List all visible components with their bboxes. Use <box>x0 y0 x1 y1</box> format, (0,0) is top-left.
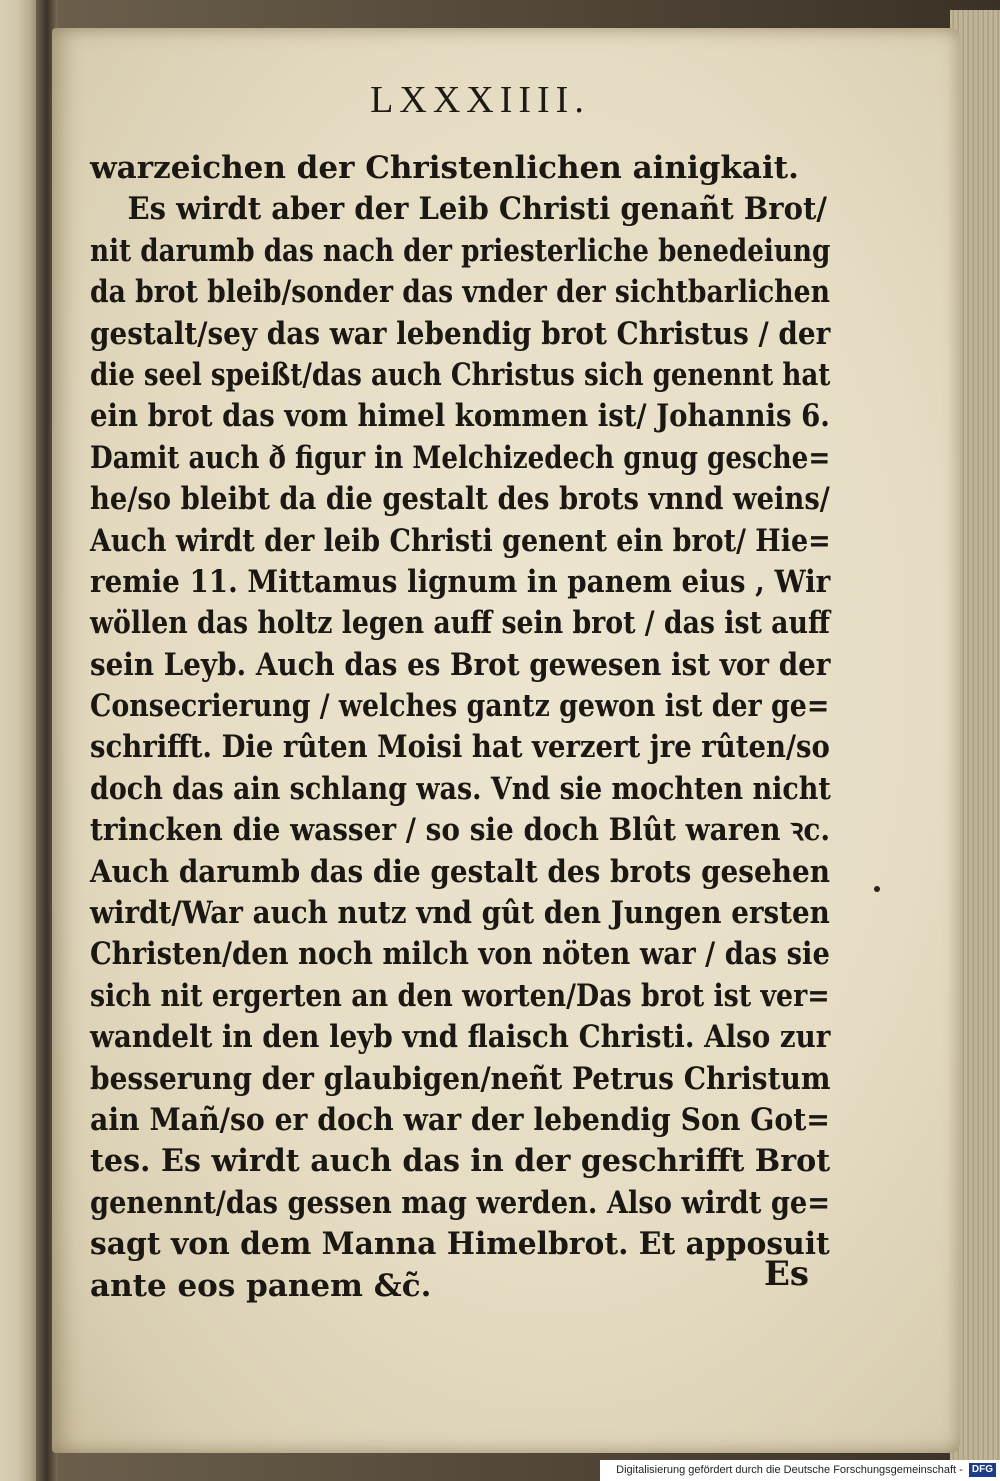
text-line: doch das ain schlang was. Vnd sie mochten nicht <box>90 770 831 807</box>
text-line: sein Leyb. Auch das es Brot gewesen ist vor der <box>90 646 831 683</box>
dfg-logo: DFG <box>969 1463 996 1477</box>
text-line: wirdt/War auch nutz vnd gût den Jungen ersten <box>90 895 830 932</box>
text-line: sagt von dem Manna Himelbrot. Et apposuit <box>90 1226 830 1263</box>
text-line: gestalt/sey das war lebendig brot Christus / der <box>90 315 831 352</box>
ink-speck <box>874 886 880 892</box>
folio-number: LXXXIIII. <box>370 79 590 121</box>
catchword: Es <box>764 1254 810 1294</box>
text-line: Auch wirdt der leib Christi genent ein brot/ Hie= <box>90 522 831 559</box>
facing-page-edge <box>0 0 40 1481</box>
text-line: warzeichen der Christenlichen ainigkait. <box>90 150 799 186</box>
text-line: da brot bleib/sonder das vnder der sichtbarlichen <box>90 274 830 311</box>
text-line: ein brot das vom himel kommen ist/ Johannis 6. <box>90 398 830 435</box>
text-line: wöllen das holtz legen auff sein brot / das ist auff <box>90 605 830 642</box>
text-line: Christen/den noch milch von nöten war / das sie <box>90 936 830 973</box>
text-line: Es wirdt aber der Leib Christi genañt Brot/ <box>127 191 827 228</box>
text-line: he/so bleibt da die gestalt des brots vnnd weins/ <box>90 481 830 518</box>
text-line: trincken die wasser / so sie doch Blût waren ꝛc. <box>90 812 831 849</box>
text-line: Damit auch ð figur in Melchizedech gnug gesche= <box>90 439 831 476</box>
page-body-text <box>90 148 830 1307</box>
text-line: genennt/das gessen mag werden. Also wirdt ge= <box>90 1184 831 1221</box>
text-line: sich nit ergerten an den worten/Das brot ist ver= <box>90 977 830 1014</box>
text-line: Consecrierung / welches gantz gewon ist der ge= <box>90 688 830 725</box>
text-line: besserung der glaubigen/neñt Petrus Christum <box>90 1060 831 1097</box>
text-line: wandelt in den leyb vnd flaisch Christi. Also zur <box>90 1019 831 1056</box>
text-line: ante eos panem &c̃. <box>90 1267 432 1304</box>
digitization-credit: Digitalisierung gefördert durch die Deutsche Forschungsgemeinschaft - <box>616 1464 963 1476</box>
text-line: nit darumb das nach der priesterliche benedeiung <box>90 232 831 269</box>
text-line: remie 11. Mittamus lignum in panem eius , Wir <box>90 563 831 600</box>
text-line: die seel speißt/das auch Christus sich genennt hat <box>90 356 831 393</box>
digitization-credit-bar <box>600 1460 1000 1481</box>
text-line: schrifft. Die rûten Moisi hat verzert jre rûten/so <box>90 729 830 766</box>
text-line: tes. Es wirdt auch das in der geschrifft Brot <box>90 1143 831 1180</box>
text-line: Auch darumb das die gestalt des brots gesehen <box>90 853 830 890</box>
text-line: ain Mañ/so er doch war der lebendig Son Got= <box>90 1101 831 1138</box>
